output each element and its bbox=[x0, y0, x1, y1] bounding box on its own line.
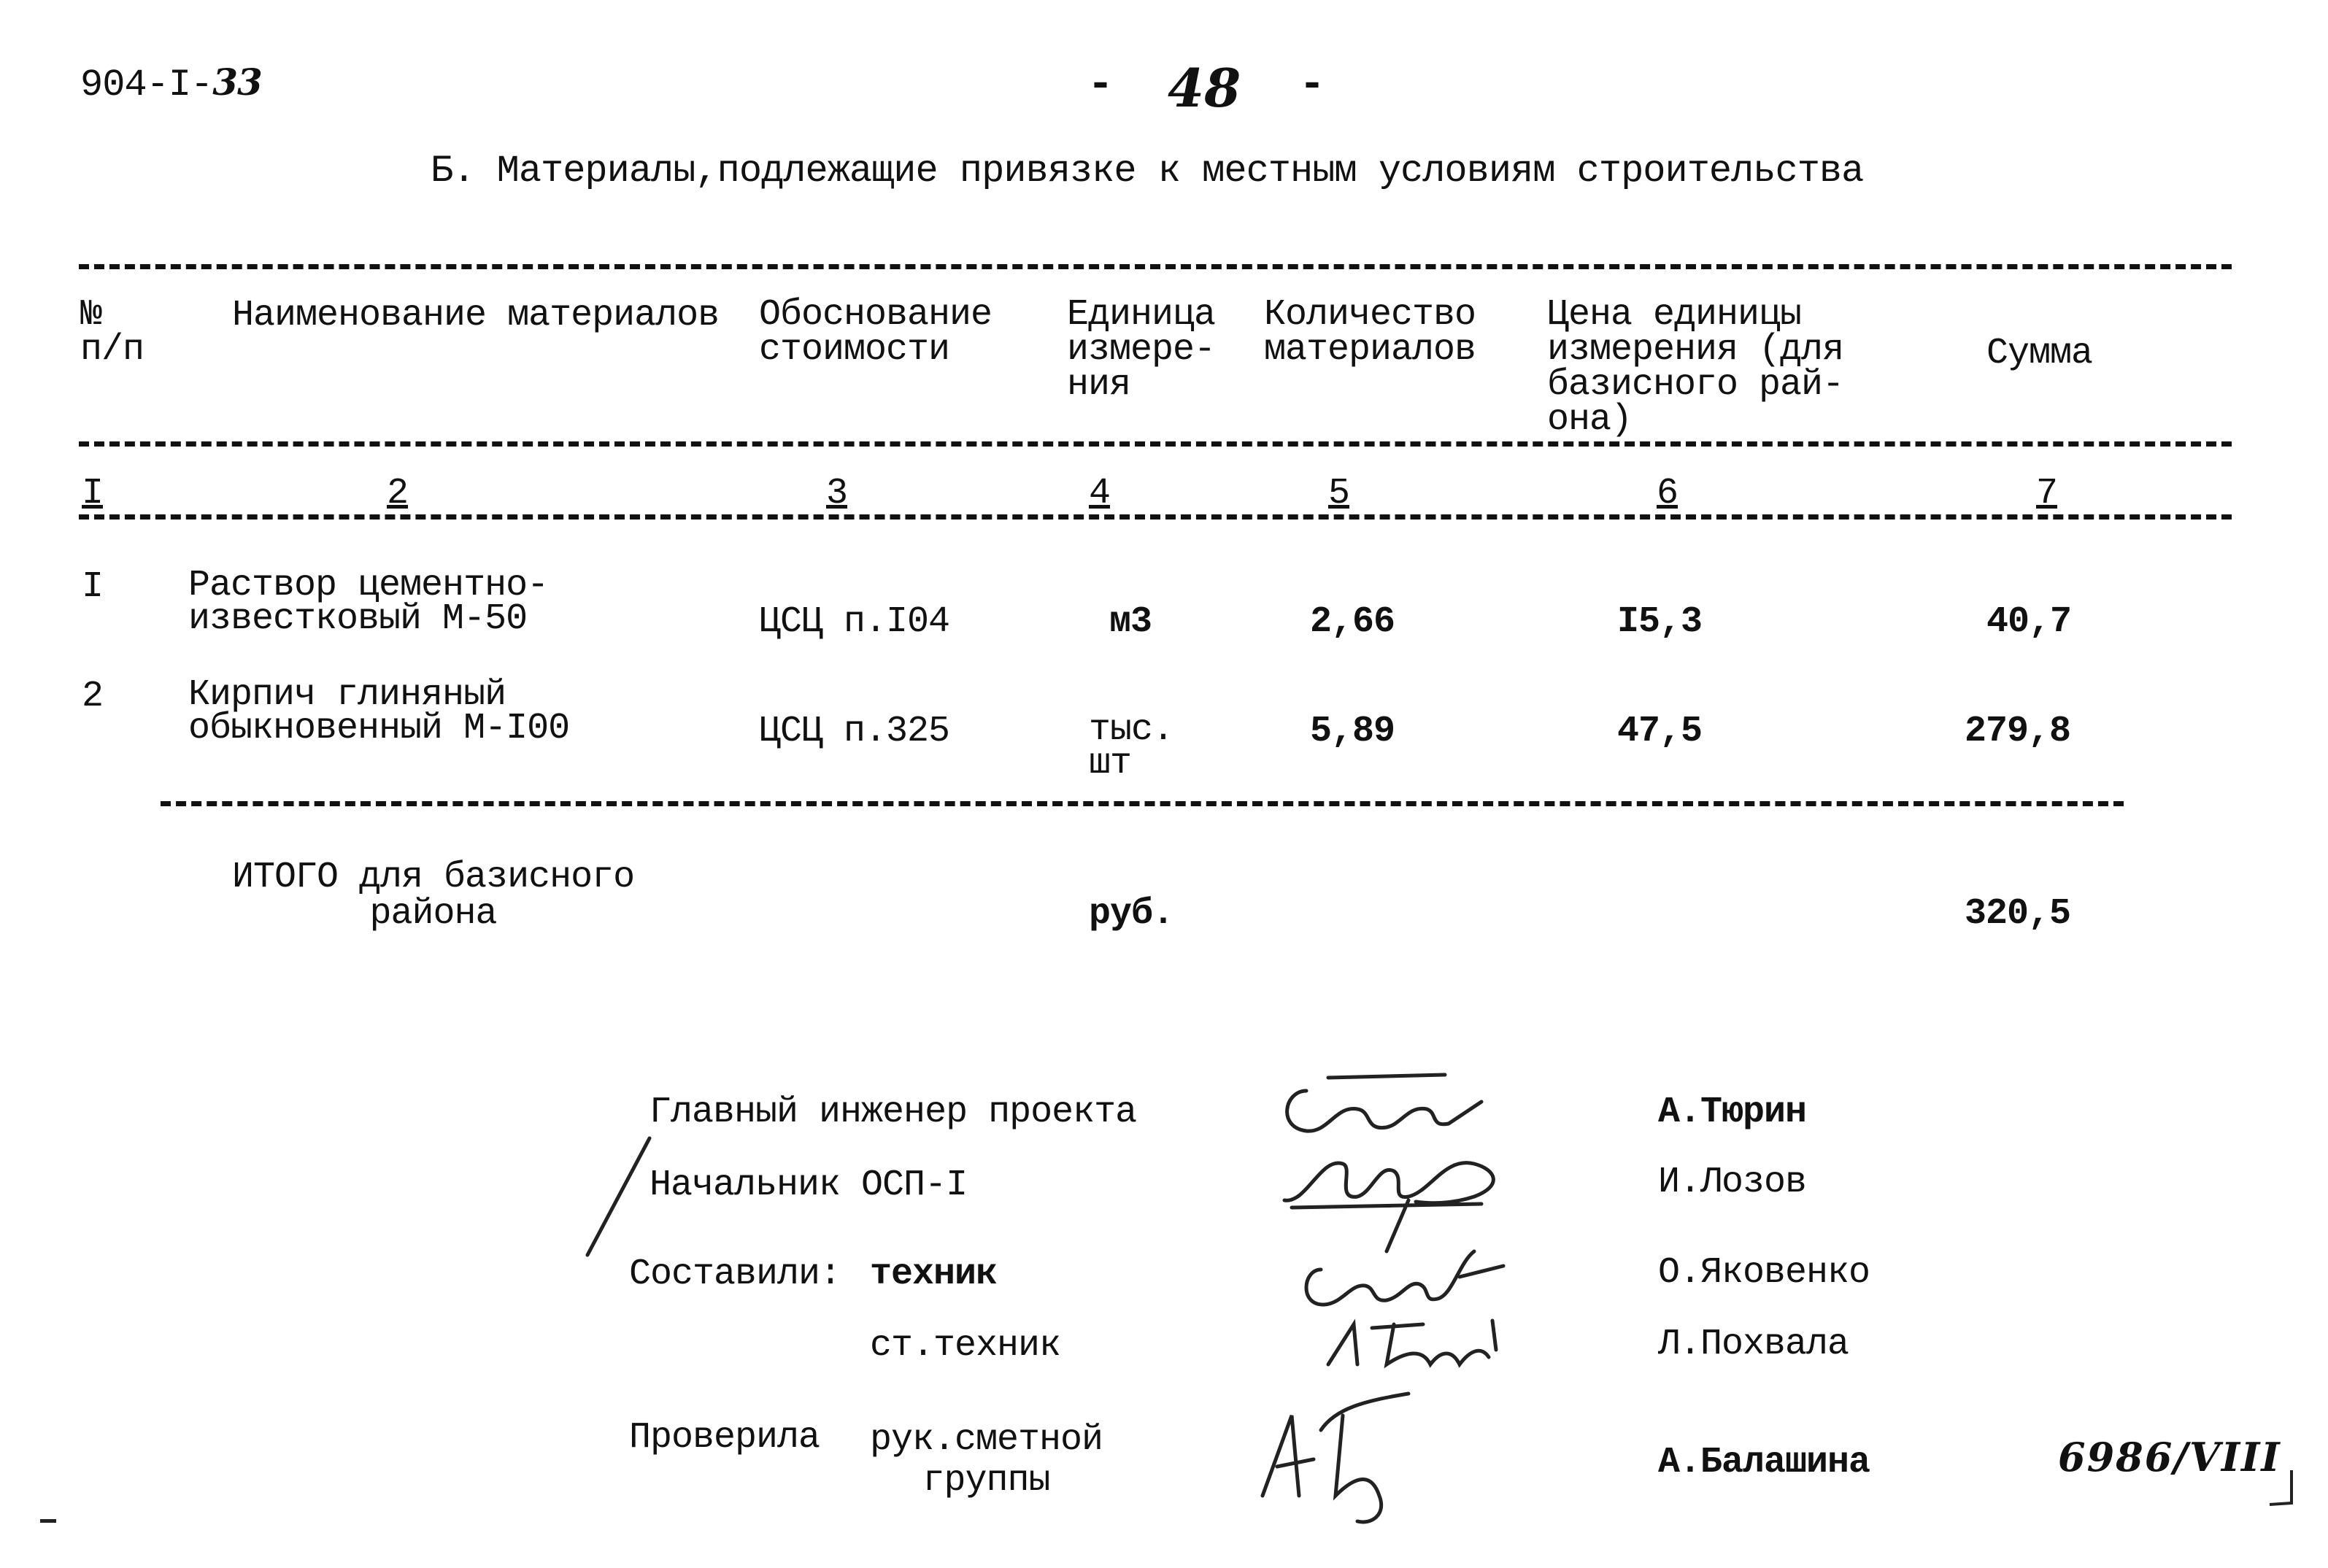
signature-title-estimate-group-head: рук.сметной группы bbox=[870, 1419, 1103, 1502]
signature-title-technician: техник bbox=[870, 1254, 998, 1295]
table-row-2-sum: 279,8 bbox=[1965, 711, 2071, 752]
page-dash-left: - bbox=[1087, 61, 1114, 110]
table-row-1-unit: м3 bbox=[1109, 601, 1152, 643]
signature-role-head-osp: Начальник ОСП-I bbox=[650, 1165, 968, 1206]
signature-name-2: И.Лозов bbox=[1658, 1162, 1807, 1203]
margin-slash bbox=[580, 1135, 660, 1259]
signature-name-3: О.Яковенко bbox=[1658, 1252, 1870, 1294]
table-row-1-sum: 40,7 bbox=[1986, 601, 2072, 643]
edge-mark bbox=[40, 1519, 56, 1523]
column-header-price: Цена единицы измерения (для базисного рай- она) bbox=[1547, 294, 1844, 441]
archive-number-stamp: 6986/VIII bbox=[2058, 1434, 2281, 1480]
table-rule-numbers bbox=[79, 514, 2232, 520]
column-number-3: 3 bbox=[826, 473, 848, 514]
table-row-2-qty: 5,89 bbox=[1310, 711, 1395, 752]
table-row-1-basis: ЦСЦ п.I04 bbox=[759, 601, 950, 643]
signature-name-1: А.Тюрин bbox=[1658, 1092, 1807, 1133]
signature-scribble-5 bbox=[1233, 1386, 1452, 1532]
corner-mark bbox=[2262, 1467, 2299, 1510]
signature-title-senior-technician: ст.техник bbox=[870, 1325, 1061, 1367]
table-row-1-price: I5,3 bbox=[1617, 601, 1703, 643]
table-row-2-unit: тыс. шт bbox=[1089, 709, 1174, 784]
column-number-7: 7 bbox=[2036, 473, 2058, 514]
document-code bbox=[80, 61, 262, 107]
table-row-1-qty: 2,66 bbox=[1310, 601, 1395, 643]
column-number-2: 2 bbox=[387, 473, 409, 514]
table-rule-header bbox=[79, 441, 2232, 447]
column-number-4: 4 bbox=[1089, 473, 1111, 514]
table-rule-top bbox=[79, 264, 2232, 269]
section-title: Б. Материалы,подлежащие привязке к местным условиям строительства bbox=[431, 150, 1864, 193]
column-number-1: I bbox=[82, 473, 104, 514]
column-number-6: 6 bbox=[1657, 473, 1678, 514]
table-row-2-name: Кирпич глиняный обыкновенный М-I00 bbox=[188, 674, 570, 749]
signature-scribble-4 bbox=[1314, 1306, 1518, 1379]
signature-role-chief-engineer: Главный инженер проекта bbox=[650, 1092, 1137, 1133]
column-header-name: Наименование материалов bbox=[232, 295, 720, 336]
signature-role-checked: Проверила bbox=[629, 1417, 820, 1459]
table-rule-rows bbox=[161, 801, 2124, 806]
column-number-5: 5 bbox=[1328, 473, 1350, 514]
table-row-2-basis: ЦСЦ п.325 bbox=[759, 711, 950, 752]
total-sum: 320,5 bbox=[1965, 893, 2071, 935]
column-header-unit: Единица измере- ния bbox=[1067, 294, 1216, 406]
page-number: 48 bbox=[1168, 57, 1241, 119]
document-code-prefix: 904-I- bbox=[80, 63, 213, 107]
document-code-suffix: 33 bbox=[212, 61, 262, 104]
total-unit: руб. bbox=[1089, 893, 1174, 935]
table-row-1-num: I bbox=[82, 566, 104, 608]
column-header-num: № п/п bbox=[80, 294, 144, 371]
signature-name-5: А.Балашина bbox=[1658, 1442, 1870, 1483]
signature-name-4: Л.Похвала bbox=[1658, 1324, 1849, 1365]
column-header-qty: Количество материалов bbox=[1264, 294, 1476, 371]
table-row-2-price: 47,5 bbox=[1617, 711, 1703, 752]
column-header-basis: Обоснование стоимости bbox=[759, 294, 993, 371]
column-header-sum: Сумма bbox=[1986, 333, 2093, 374]
table-row-2-num: 2 bbox=[82, 676, 104, 717]
total-label: ИТОГО для базисного района bbox=[232, 857, 635, 935]
table-row-1-name: Раствор цементно- известковый М-50 bbox=[188, 565, 549, 640]
signature-role-compiled: Составили: bbox=[629, 1254, 841, 1295]
page-dash-right: - bbox=[1299, 61, 1325, 110]
